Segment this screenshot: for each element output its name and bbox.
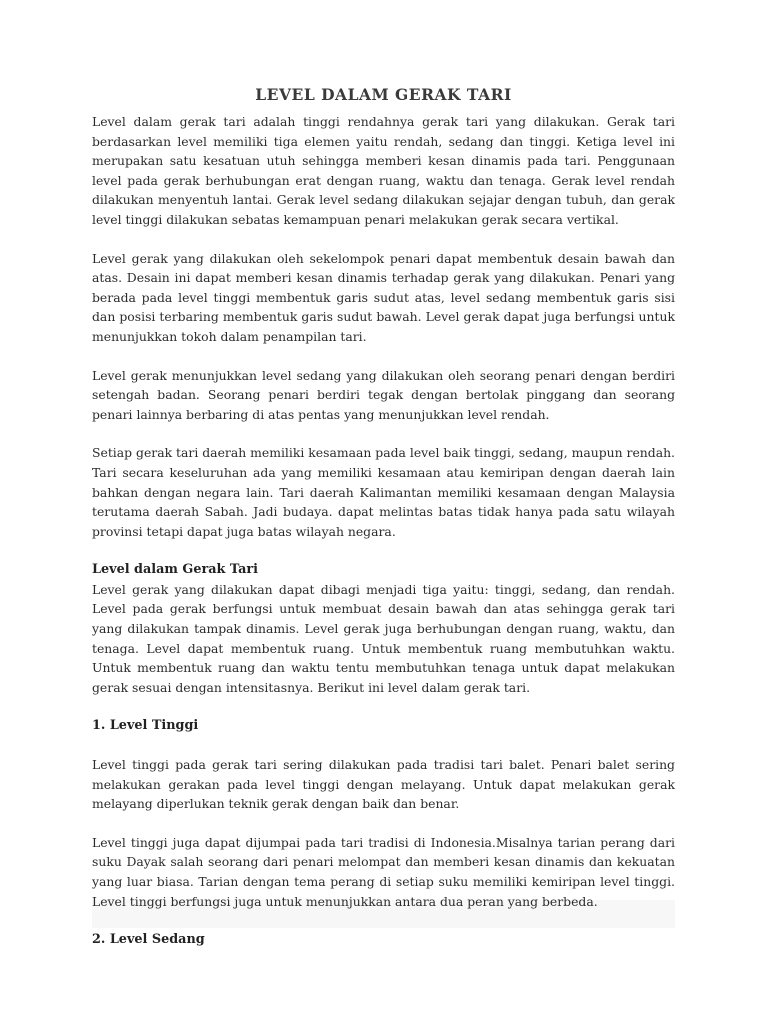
level-tinggi-paragraph-2: Level tinggi juga dapat dijumpai pada tari tradisi di Indonesia.Misalnya tarian perang dari suku Dayak salah seorang dari penari melompat dan memberi kesan dinamis dan kekuatan yang luar biasa. Tarian dengan tema perang di setiap suku memiliki kemiripan level tinggi. Level tinggi berfungsi juga untuk menunjukkan antara dua peran yang berbeda. xyxy=(92,834,675,909)
intro-paragraph-2: Level gerak yang dilakukan oleh sekelompok penari dapat membentuk desain bawah dan atas. Desain ini dapat memberi kesan dinamis terhadap gerak yang dilakukan. Penari yang berada pada level tinggi membentuk garis sudut atas, level sedang membentuk garis sisi dan posisi terbaring membentuk garis sudut bawah. Level gerak dapat juga berfungsi untuk menunjukkan tokoh dalam penampilan tari. xyxy=(92,250,675,344)
section-paragraph-level-gerak: Level gerak yang dilakukan dapat dibagi menjadi tiga yaitu: tinggi, sedang, dan rendah. Level pada gerak berfungsi untuk membuat desain bawah dan atas sehingga gerak tari yang dilakukan tampak dinamis. Level gerak juga berhubungan dengan ruang, waktu, dan tenaga. Level dapat membentuk ruang. Untuk membentuk ruang membutuhkan waktu. Untuk membentuk ruang dan waktu tentu membutuhkan tenaga untuk dapat melakukan gerak sesuai dengan intensitasnya. Berikut ini level dalam gerak tari. xyxy=(92,581,675,695)
section-heading-level-sedang: 2. Level Sedang xyxy=(92,932,205,948)
document-title: LEVEL DALAM GERAK TARI xyxy=(255,85,512,104)
section-heading-level-gerak: Level dalam Gerak Tari xyxy=(92,562,259,578)
section-heading-level-tinggi: 1. Level Tinggi xyxy=(92,718,199,734)
intro-paragraph-1: Level dalam gerak tari adalah tinggi rendahnya gerak tari yang dilakukan. Gerak tari berdasarkan level memiliki tiga elemen yaitu rendah, sedang dan tinggi. Ketiga level ini merupakan satu kesatuan utuh sehingga memberi kesan dinamis pada tari. Penggunaan level pada gerak berhubungan erat dengan ruang, waktu dan tenaga. Gerak level rendah dilakukan menyentuh lantai. Gerak level sedang dilakukan sejajar dengan tubuh, dan gerak level tinggi dilakukan sebatas kemampuan penari melakukan gerak secara vertikal. xyxy=(92,114,675,227)
document-page xyxy=(92,84,675,950)
intro-paragraph-4: Setiap gerak tari daerah memiliki kesamaan pada level baik tinggi, sedang, maupun rendah. Tari secara keseluruhan ada yang memiliki kesamaan atau kemiripan dengan daerah lain bahkan dengan negara lain. Tari daerah Kalimantan memiliki kesamaan dengan Malaysia terutama daerah Sabah. Jadi budaya. dapat melintas batas tidak hanya pada satu wilayah provinsi tetapi dapat juga batas wilayah negara. xyxy=(92,445,675,539)
intro-paragraph-3: Level gerak menunjukkan level sedang yang dilakukan oleh seorang penari dengan berdiri setengah badan. Seorang penari berdiri tegak dengan bertolak pinggang dan seorang penari lainnya berbaring di atas pentas yang menunjukkan level rendah. xyxy=(92,367,675,422)
level-tinggi-paragraph-1: Level tinggi pada gerak tari sering dilakukan pada tradisi tari balet. Penari balet sering melakukan gerakan pada level tinggi dengan melayang. Untuk dapat melakukan gerak melayang diperlukan teknik gerak dengan baik dan benar. xyxy=(92,757,675,812)
